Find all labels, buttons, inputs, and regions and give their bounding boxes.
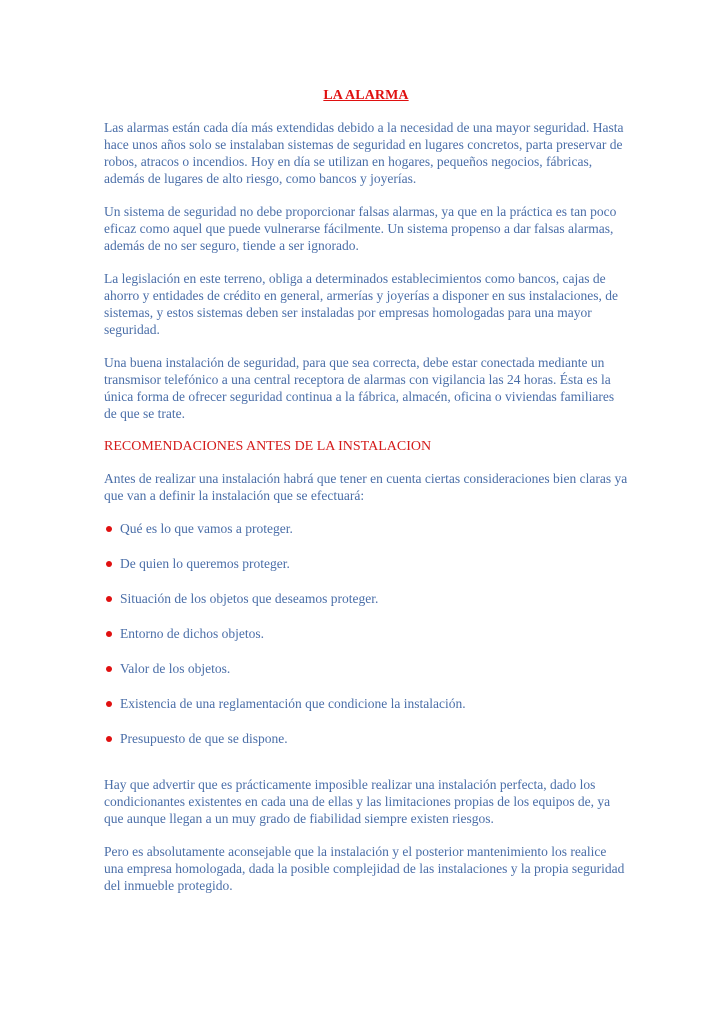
section-intro: Antes de realizar una instalación habrá que tener en cuenta ciertas consideraciones bien claras ya que van a definir la instalación que se efectuará:	[104, 471, 628, 503]
paragraph: Hay que advertir que es prácticamente imposible realizar una instalación perfecta, dado los condicionantes existentes en cada una de ellas y las limitaciones propias de los equipos de, ya que aunque llegan a un muy grado de fiabilidad siempre existen riesgos.	[104, 777, 611, 826]
section-heading: RECOMENDACIONES ANTES DE LA INSTALACION	[104, 439, 432, 454]
paragraph: Pero es absolutamente aconsejable que la instalación y el posterior mantenimiento los realice una empresa homologada, dada la posible complejidad de las instalaciones y la propia seguridad del inmueble protegido.	[104, 844, 625, 893]
bullet-icon	[106, 631, 112, 637]
paragraph: Las alarmas están cada día más extendidas debido a la necesidad de una mayor seguridad. Hasta hace unos años solo se instalaban sistemas de seguridad en lugares concretos, parta preservar de robos, atracos o incendios. Hoy en día se utilizan en hogares, pequeños negocios, fábricas, además de lugares de alto riesgo, como bancos y joyerías.	[104, 120, 624, 186]
bullet-icon	[106, 526, 112, 532]
bullet-icon	[106, 561, 112, 567]
paragraph: Una buena instalación de seguridad, para que sea correcta, debe estar conectada mediante un transmisor telefónico a una central receptora de alarmas con vigilancia las 24 horas. Ésta es la única forma de ofrecer seguridad continua a la fábrica, almacén, oficina o viviendas familiares de que se trate.	[104, 355, 615, 421]
document-title: LA ALARMA	[323, 88, 409, 103]
bullet-icon	[106, 596, 112, 602]
list-item	[104, 520, 628, 555]
list-item	[104, 555, 628, 590]
list-item-text: Situación de los objetos que deseamos proteger.	[120, 591, 379, 606]
list-item-text: Entorno de dichos objetos.	[120, 626, 264, 641]
list-item	[104, 695, 628, 730]
bullet-icon	[106, 736, 112, 742]
list-item	[104, 590, 628, 625]
list-item-text: Existencia de una reglamentación que condicione la instalación.	[120, 696, 466, 711]
list-item	[104, 660, 628, 695]
list-item	[104, 625, 628, 660]
paragraph: La legislación en este terreno, obliga a determinados establecimientos como bancos, cajas de ahorro y entidades de crédito en general, armerías y joyerías a disponer en sus instalaciones, de sistemas, y estos sistemas deben ser instaladas por empresas homologadas para una mayor seguridad.	[104, 271, 618, 337]
list-item-text: Presupuesto de que se dispone.	[120, 731, 288, 746]
bullet-icon	[106, 701, 112, 707]
paragraph: Un sistema de seguridad no debe proporcionar falsas alarmas, ya que en la práctica es tan poco eficaz como aquel que puede vulnerarse fácilmente. Un sistema propenso a dar falsas alarmas, además de no ser seguro, tiende a ser ignorado.	[104, 204, 617, 253]
list-item	[104, 730, 628, 765]
list-item-text: Valor de los objetos.	[120, 661, 231, 676]
list-item-text: Qué es lo que vamos a proteger.	[120, 521, 293, 536]
bullet-icon	[106, 666, 112, 672]
list-item-text: De quien lo queremos proteger.	[120, 556, 290, 571]
bullet-list	[104, 520, 628, 765]
